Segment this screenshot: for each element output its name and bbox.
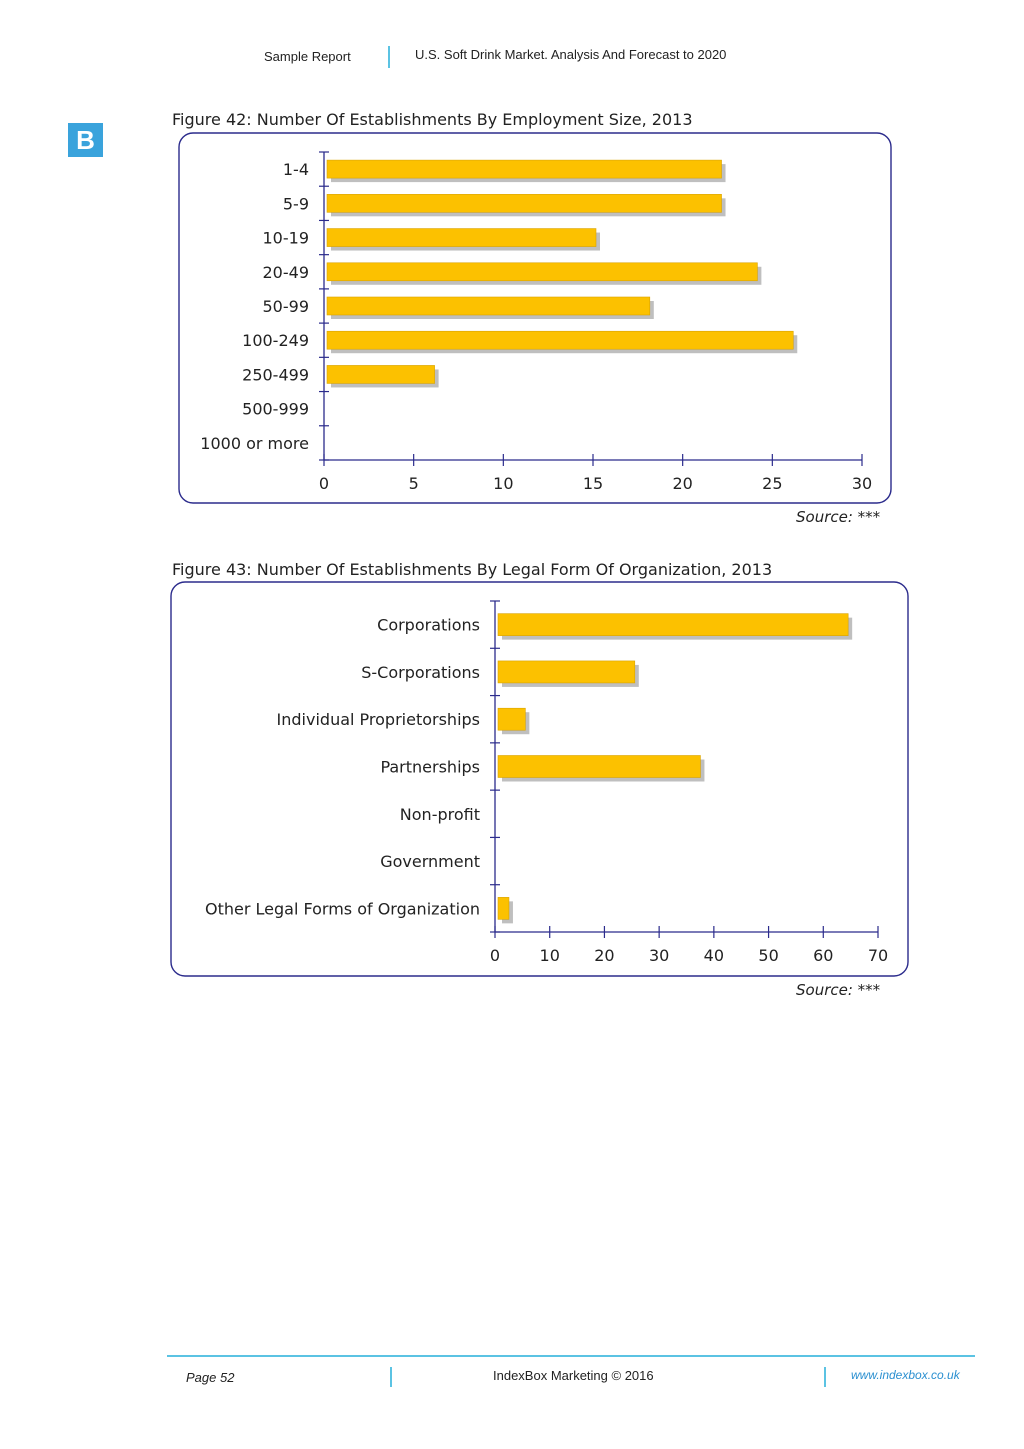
fig43-category-label: Partnerships bbox=[380, 757, 480, 777]
footer-copyright: IndexBox Marketing © 2016 bbox=[493, 1368, 654, 1383]
fig43-category-label: Non-profit bbox=[399, 804, 480, 824]
fig42-bar bbox=[327, 331, 793, 349]
fig43-x-tick-label: 60 bbox=[813, 946, 834, 965]
fig43-category-label: Individual Proprietorships bbox=[276, 710, 480, 730]
fig42-category-label: 10-19 bbox=[262, 228, 309, 248]
figure-43-source: Source: *** bbox=[796, 981, 881, 999]
fig42-x-tick-label: 5 bbox=[408, 474, 419, 493]
indexbox-logo: B bbox=[68, 123, 103, 157]
header-report-type: Sample Report bbox=[264, 49, 351, 64]
fig42-bar bbox=[327, 297, 650, 315]
fig42-x-tick-label: 10 bbox=[493, 474, 514, 493]
fig42-x-tick-label: 20 bbox=[672, 474, 693, 493]
fig43-bar bbox=[498, 897, 509, 919]
figure-42-source: Source: *** bbox=[796, 508, 881, 526]
figure-43-title: Figure 43: Number Of Establishments By Legal Form Of Organization, 2013 bbox=[172, 560, 773, 579]
fig42-category-label: 500-999 bbox=[242, 399, 309, 419]
fig42-bar bbox=[327, 160, 722, 178]
figure-42-title: Figure 42: Number Of Establishments By Employment Size, 2013 bbox=[172, 110, 693, 129]
fig43-x-tick-label: 0 bbox=[489, 946, 501, 965]
footer-rule bbox=[167, 1355, 975, 1357]
fig43-x-tick-label: 30 bbox=[648, 946, 670, 965]
fig43-x-tick-label: 10 bbox=[539, 946, 560, 965]
fig43-bar bbox=[498, 661, 635, 683]
fig43-bar bbox=[498, 756, 700, 778]
footer-separator bbox=[824, 1367, 826, 1387]
fig43-bar bbox=[498, 614, 848, 636]
fig42-category-label: 1-4 bbox=[282, 160, 309, 180]
fig42-category-label: 250-499 bbox=[242, 365, 309, 385]
fig43-category-label: Other Legal Forms of Organization bbox=[204, 899, 480, 919]
fig42-bar bbox=[327, 263, 757, 281]
fig43-category-label: Corporations bbox=[377, 615, 480, 635]
fig43-x-tick-label: 20 bbox=[594, 946, 615, 965]
fig42-bar bbox=[327, 194, 722, 212]
fig43-x-tick-label: 70 bbox=[867, 946, 889, 965]
fig42-category-label: 100-249 bbox=[242, 331, 309, 351]
fig42-x-tick-label: 30 bbox=[851, 474, 873, 493]
fig42-x-tick-label: 15 bbox=[582, 474, 604, 493]
footer-separator bbox=[390, 1367, 392, 1387]
fig42-x-tick-label: 0 bbox=[318, 474, 330, 493]
fig43-bar bbox=[498, 708, 525, 730]
footer-page-number: Page 52 bbox=[186, 1370, 235, 1385]
fig42-bar bbox=[327, 229, 596, 247]
fig42-bar bbox=[327, 365, 435, 383]
fig42-category-label: 20-49 bbox=[262, 262, 309, 282]
fig43-x-tick-label: 40 bbox=[703, 946, 725, 965]
fig42-category-label: 1000 or more bbox=[200, 433, 309, 453]
fig43-category-label: S-Corporations bbox=[361, 662, 480, 682]
fig42-category-label: 5-9 bbox=[282, 194, 309, 214]
footer-website-link[interactable]: www.indexbox.co.uk bbox=[851, 1368, 960, 1382]
fig43-x-tick-label: 50 bbox=[758, 946, 779, 965]
fig42-x-tick-label: 25 bbox=[762, 474, 783, 493]
header-report-title: U.S. Soft Drink Market. Analysis And Forecast to 2020 bbox=[415, 47, 727, 62]
fig43-category-label: Government bbox=[380, 852, 480, 872]
fig42-category-label: 50-99 bbox=[262, 297, 309, 316]
